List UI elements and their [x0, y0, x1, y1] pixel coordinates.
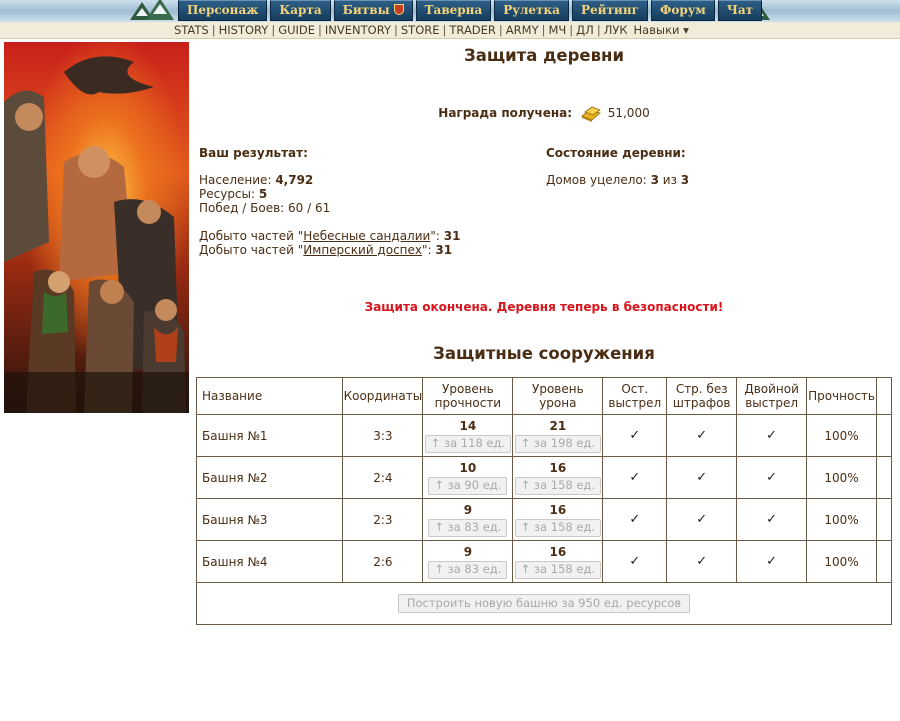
strength-value: 100% [807, 415, 877, 457]
durability-value: 14 [459, 418, 477, 433]
houses-total: 3 [680, 173, 690, 187]
upgrade-damage-button[interactable]: ↑ за 158 ед. [515, 477, 601, 495]
wins-battles: Побед / Боев: 60 / 61 [199, 201, 331, 215]
damage-cell [513, 415, 603, 457]
subnav-separator: | [318, 23, 322, 37]
subnav-army[interactable]: ARMY [505, 23, 539, 37]
upgrade-durability-button[interactable]: ↑ за 83 ед. [428, 561, 507, 579]
tower-coords: 3:3 [343, 415, 423, 457]
damage-cell [513, 499, 603, 541]
damage-value: 16 [549, 544, 567, 559]
double-shot-cell [737, 457, 807, 499]
houses-of: из [662, 173, 677, 187]
reward-label: Награда получена: [438, 106, 573, 120]
reward-line [196, 104, 892, 122]
nav-rating[interactable]: Рейтинг [572, 0, 648, 21]
defenses-table [196, 377, 892, 625]
player-result-block [199, 146, 460, 257]
col-header-strength: Прочность [807, 378, 877, 415]
subnav-inventory[interactable]: INVENTORY [324, 23, 391, 37]
col-header-coords: Координаты [343, 378, 423, 415]
resources-label: Ресурсы: [199, 187, 256, 201]
col-header-damage-level: Уровень урона [513, 378, 603, 415]
durability-cell [423, 499, 513, 541]
population-value: 4,792 [275, 173, 314, 187]
durability-value: 9 [463, 544, 473, 559]
nav-battles[interactable] [334, 0, 413, 21]
check-icon: ✓ [629, 428, 641, 443]
tower-name: Башня №2 [197, 457, 343, 499]
defenses-heading: Защитные сооружения [433, 344, 655, 363]
stopping-shot-cell [603, 499, 667, 541]
subnav-trader[interactable]: TRADER [449, 23, 496, 37]
houses-left: 3 [650, 173, 659, 187]
strength-value: 100% [807, 499, 877, 541]
table-row [197, 415, 892, 457]
heroes-artwork [4, 42, 189, 413]
check-icon: ✓ [766, 554, 778, 569]
check-icon: ✓ [766, 512, 778, 527]
durability-value: 9 [463, 502, 473, 517]
empty-cell [877, 415, 892, 457]
damage-value: 16 [549, 460, 567, 475]
parts-suffix: ": [430, 229, 444, 243]
build-tower-button[interactable]: Построить новую башню за 950 ед. ресурсов [398, 594, 690, 613]
parts-line-2 [199, 243, 460, 257]
subnav-separator: | [394, 23, 398, 37]
check-icon: ✓ [766, 428, 778, 443]
item-link-sandals[interactable]: Небесные сандалии [303, 229, 431, 243]
upgrade-durability-button[interactable]: ↑ за 90 ед. [428, 477, 507, 495]
stopping-shot-cell [603, 415, 667, 457]
damage-cell [513, 457, 603, 499]
col-header-stopping-shot: Ост. выстрел [603, 378, 667, 415]
nav-forum[interactable]: Форум [651, 0, 715, 21]
top-navigation-bar [0, 0, 900, 22]
check-icon: ✓ [629, 512, 641, 527]
village-state-block [546, 146, 689, 187]
nav-roulette[interactable]: Рулетка [494, 0, 569, 21]
subnav-mch[interactable]: МЧ [548, 23, 567, 37]
tower-coords: 2:4 [343, 457, 423, 499]
subnav-stats[interactable]: STATS [174, 23, 209, 37]
nav-character[interactable]: Персонаж [178, 0, 267, 21]
col-header-name: Название [197, 378, 343, 415]
check-icon: ✓ [629, 470, 641, 485]
sub-navigation [0, 22, 900, 39]
double-shot-cell [737, 415, 807, 457]
check-icon: ✓ [696, 428, 708, 443]
check-icon: ✓ [766, 470, 778, 485]
reward-value: 51,000 [607, 106, 650, 120]
nav-map[interactable]: Карта [270, 0, 330, 21]
nav-chat[interactable]: Чат [718, 0, 762, 21]
item-link-armor[interactable]: Имперский доспех [303, 243, 422, 257]
damage-value: 21 [549, 418, 567, 433]
population-label: Население: [199, 173, 272, 187]
durability-value: 10 [459, 460, 477, 475]
parts-prefix: Добыто частей " [199, 229, 304, 243]
table-row [197, 499, 892, 541]
subnav-separator: | [596, 23, 601, 37]
no-penalty-cell [667, 457, 737, 499]
defense-finished-message: Защита окончена. Деревня теперь в безопасности! [364, 300, 724, 314]
result-heading: Ваш результат: [199, 146, 308, 160]
check-icon: ✓ [696, 512, 708, 527]
subnav-separator: | [498, 23, 503, 37]
village-heading: Состояние деревни: [546, 146, 686, 160]
stopping-shot-cell [603, 457, 667, 499]
subnav-separator: | [569, 23, 574, 37]
no-penalty-cell [667, 415, 737, 457]
strength-value: 100% [807, 541, 877, 583]
table-row [197, 541, 892, 583]
stopping-shot-cell [603, 541, 667, 583]
durability-cell [423, 457, 513, 499]
col-header-no-penalty: Стр. без штрафов [667, 378, 737, 415]
tower-name: Башня №3 [197, 499, 343, 541]
upgrade-durability-button[interactable]: ↑ за 83 ед. [428, 519, 507, 537]
parts-prefix: Добыто частей " [199, 243, 304, 257]
col-header-durability-level: Уровень прочности [423, 378, 513, 415]
no-penalty-cell [667, 541, 737, 583]
table-row [197, 457, 892, 499]
upgrade-durability-button[interactable]: ↑ за 118 ед. [425, 435, 511, 453]
tower-name: Башня №4 [197, 541, 343, 583]
durability-cell [423, 415, 513, 457]
subnav-luk[interactable]: ЛУК [603, 23, 628, 37]
upgrade-damage-button[interactable]: ↑ за 158 ед. [515, 519, 601, 537]
tower-name: Башня №1 [197, 415, 343, 457]
nav-tavern[interactable]: Таверна [416, 0, 492, 21]
upgrade-damage-button[interactable]: ↑ за 158 ед. [515, 561, 601, 579]
subnav-skills-dropdown[interactable]: Навыки ▾ [633, 23, 689, 37]
subnav-store[interactable]: STORE [400, 23, 440, 37]
parts-count: 31 [435, 243, 453, 257]
no-penalty-cell [667, 499, 737, 541]
durability-cell [423, 541, 513, 583]
parts-line-1 [199, 229, 460, 243]
parts-suffix: ": [422, 243, 436, 257]
double-shot-cell [737, 541, 807, 583]
tower-coords: 2:6 [343, 541, 423, 583]
subnav-separator: | [271, 23, 276, 37]
check-icon: ✓ [696, 554, 708, 569]
col-header-double-shot: Двойной выстрел [737, 378, 807, 415]
check-icon: ✓ [696, 470, 708, 485]
build-row [197, 583, 892, 625]
damage-cell [513, 541, 603, 583]
houses-label: Домов уцелело: [546, 173, 647, 187]
empty-cell [877, 499, 892, 541]
subnav-separator: | [541, 23, 546, 37]
upgrade-damage-button[interactable]: ↑ за 198 ед. [515, 435, 601, 453]
pine-decoration-icon [128, 0, 178, 22]
nav-battles-label: Битвы [342, 3, 390, 17]
subnav-history[interactable]: HISTORY [218, 23, 269, 37]
empty-cell [877, 457, 892, 499]
col-header-empty [877, 378, 892, 415]
gold-icon [580, 104, 602, 122]
parts-count: 31 [443, 229, 461, 243]
damage-value: 16 [549, 502, 567, 517]
subnav-dl[interactable]: ДЛ [576, 23, 594, 37]
subnav-guide[interactable]: GUIDE [278, 23, 316, 37]
tower-coords: 2:3 [343, 499, 423, 541]
strength-value: 100% [807, 457, 877, 499]
double-shot-cell [737, 499, 807, 541]
resources-value: 5 [258, 187, 268, 201]
subnav-separator: | [211, 23, 216, 37]
check-icon: ✓ [629, 554, 641, 569]
empty-cell [877, 541, 892, 583]
battle-shield-icon [394, 4, 404, 15]
page-title: Защита деревни [463, 46, 625, 65]
subnav-separator: | [442, 23, 447, 37]
